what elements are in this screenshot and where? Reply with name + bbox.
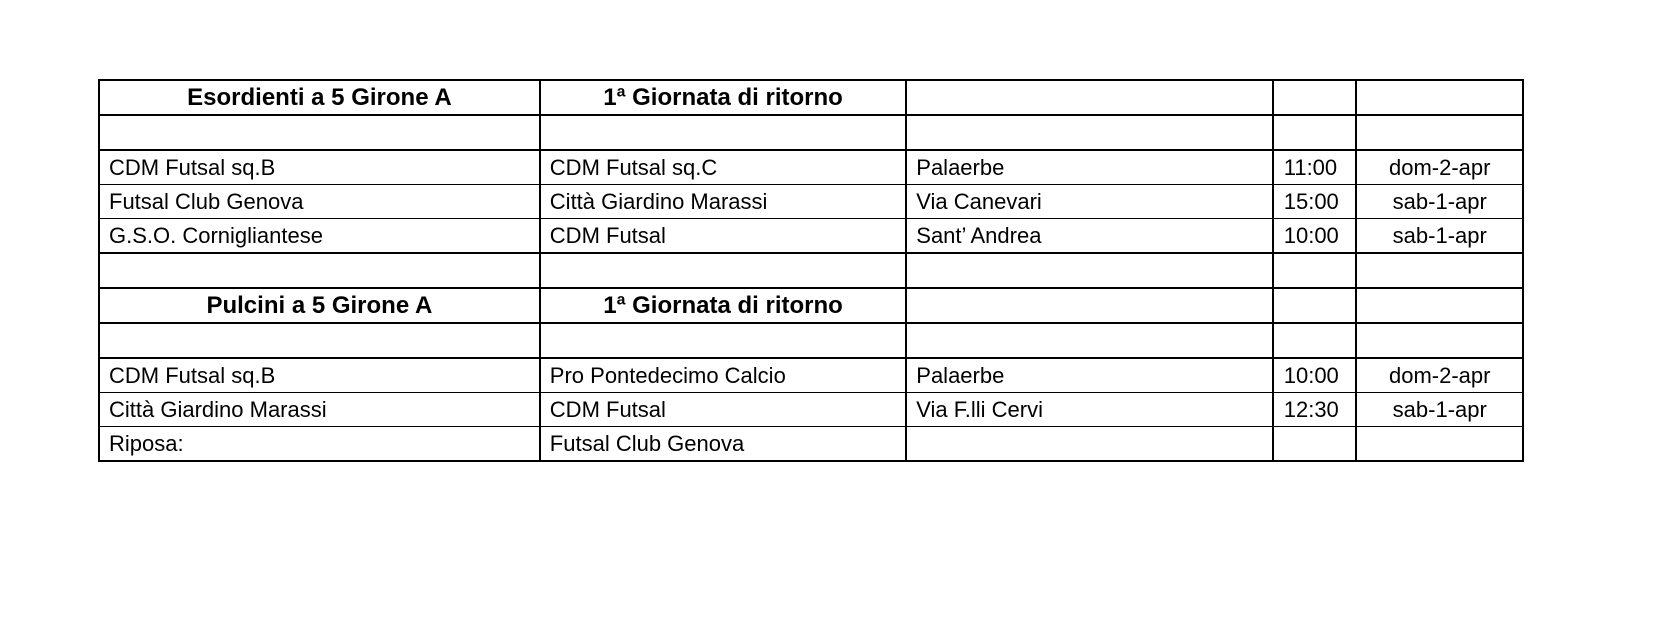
round-title: 1ª Giornata di ritorno [540, 288, 906, 323]
empty-cell [906, 80, 1272, 115]
away-team: CDM Futsal [540, 219, 906, 254]
spacer-row [99, 115, 1523, 150]
home-team: CDM Futsal sq.B [99, 358, 540, 393]
empty-cell [906, 288, 1272, 323]
venue: Via F.lli Cervi [906, 393, 1272, 427]
home-team: Città Giardino Marassi [99, 393, 540, 427]
spacer-row [99, 323, 1523, 358]
rest-label: Riposa: [99, 427, 540, 462]
match-row [99, 358, 1523, 393]
match-time: 11:00 [1273, 150, 1357, 185]
empty-cell [1273, 427, 1357, 462]
empty-cell [1356, 288, 1523, 323]
rest-team: Futsal Club Genova [540, 427, 906, 462]
venue: Sant’ Andrea [906, 219, 1272, 254]
match-time: 10:00 [1273, 358, 1357, 393]
home-team: G.S.O. Cornigliantese [99, 219, 540, 254]
match-row [99, 219, 1523, 254]
away-team: Città Giardino Marassi [540, 185, 906, 219]
match-time: 10:00 [1273, 219, 1357, 254]
away-team: CDM Futsal [540, 393, 906, 427]
spacer-row [99, 253, 1523, 288]
away-team: CDM Futsal sq.C [540, 150, 906, 185]
home-team: CDM Futsal sq.B [99, 150, 540, 185]
match-time: 12:30 [1273, 393, 1357, 427]
round-title: 1ª Giornata di ritorno [540, 80, 906, 115]
match-row [99, 150, 1523, 185]
empty-cell [1273, 80, 1357, 115]
match-date: sab-1-apr [1356, 219, 1523, 254]
empty-cell [906, 427, 1272, 462]
match-date: dom-2-apr [1356, 358, 1523, 393]
match-date: sab-1-apr [1356, 185, 1523, 219]
venue: Via Canevari [906, 185, 1272, 219]
empty-cell [1356, 427, 1523, 462]
section-header-row [99, 288, 1523, 323]
empty-cell [1356, 80, 1523, 115]
match-row [99, 185, 1523, 219]
home-team: Futsal Club Genova [99, 185, 540, 219]
section-header-row [99, 80, 1523, 115]
match-date: sab-1-apr [1356, 393, 1523, 427]
match-time: 15:00 [1273, 185, 1357, 219]
category-title: Pulcini a 5 Girone A [99, 288, 540, 323]
category-title: Esordienti a 5 Girone A [99, 80, 540, 115]
venue: Palaerbe [906, 150, 1272, 185]
match-date: dom-2-apr [1356, 150, 1523, 185]
schedule-table [98, 79, 1524, 462]
empty-cell [1273, 288, 1357, 323]
rest-row [99, 427, 1523, 462]
away-team: Pro Pontedecimo Calcio [540, 358, 906, 393]
venue: Palaerbe [906, 358, 1272, 393]
match-row [99, 393, 1523, 427]
